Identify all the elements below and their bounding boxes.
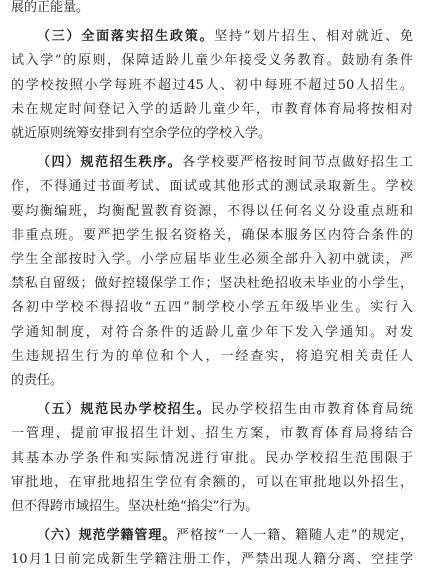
section-heading-4: （四）规范招生秩序。: [37, 155, 183, 171]
text-line: 禁私自留级；做好控辍保学工作；坚决杜绝招收未毕业的小学生，: [11, 276, 413, 292]
text-line: 学生全部按时入学。小学应届毕业生必须全部升入初中就读，严: [11, 252, 413, 267]
text-line: 学通知制度，对符合条件的适龄儿童少年下发入学通知。对发: [11, 324, 413, 340]
text-line: 要均衡编班，均衡配置教育资源，不得以任何名义分设重点班和: [11, 203, 413, 219]
section-5-first-line: （五）规范民办学校招生。民办学校招生由市教育体育局统: [37, 402, 413, 418]
text-line: 试入学”的原则，保障适龄儿童少年接受义务教育。鼓励有条件: [11, 53, 413, 69]
text-line: 审批地，在审批地招生学位有余额的，可以在审批地以外招生，: [11, 474, 413, 490]
section-4-first-line: （四）规范招生秩序。各学校要严格按时间节点做好招生工: [37, 155, 413, 171]
text-line: 的责任。: [11, 373, 64, 388]
section-heading-6: （六）规范学籍管理。: [37, 528, 177, 544]
text-line: 展的正能量。: [11, 0, 90, 15]
text-line: 但不得跨市域招生。坚决杜绝“掐尖”行为。: [11, 499, 259, 514]
text-line: 各初中学校不得招收“五四”制学校小学五年级毕业生。实行入: [11, 300, 413, 316]
text-line: 未在规定时间登记入学的适龄儿童少年，市教育体育局将按相对: [11, 101, 413, 117]
text-line: 一管理，提前审报招生计划、招生方案，市教育体育局将结合: [11, 426, 413, 442]
text-line: 的学校按照小学每班不超过45人、初中每班不超过50人招生。: [11, 77, 413, 93]
section-3-first-line: （三）全面落实招生政策。坚持“划片招生、相对就近、免: [37, 29, 413, 45]
text-line: 生违规招生行为的单位和个人，一经查实，将追究相关责任人: [11, 348, 413, 364]
section-heading-5: （五）规范民办学校招生。: [37, 402, 212, 418]
text-line: 非重点班。要严把学生报名资格关，确保本服务区内符合条件的: [11, 227, 413, 243]
section-6-first-line: （六）规范学籍管理。严格按“一人一籍、籍随人走”的规定，: [37, 528, 413, 544]
text-line: 作，不得通过书面考试、面试或其他形式的测试录取新生。学校: [11, 179, 413, 195]
text-line: 其基本办学条件和实际情况进行审批。民办学校招生范围限于: [11, 450, 413, 466]
text-line: 10月1日前完成新生学籍注册工作，严禁出现人籍分离、空挂学: [11, 552, 413, 568]
text-line: 就近原则统筹安排到有空余学位的学校入学。: [11, 126, 272, 141]
section-heading-3: （三）全面落实招生政策。: [37, 29, 215, 45]
